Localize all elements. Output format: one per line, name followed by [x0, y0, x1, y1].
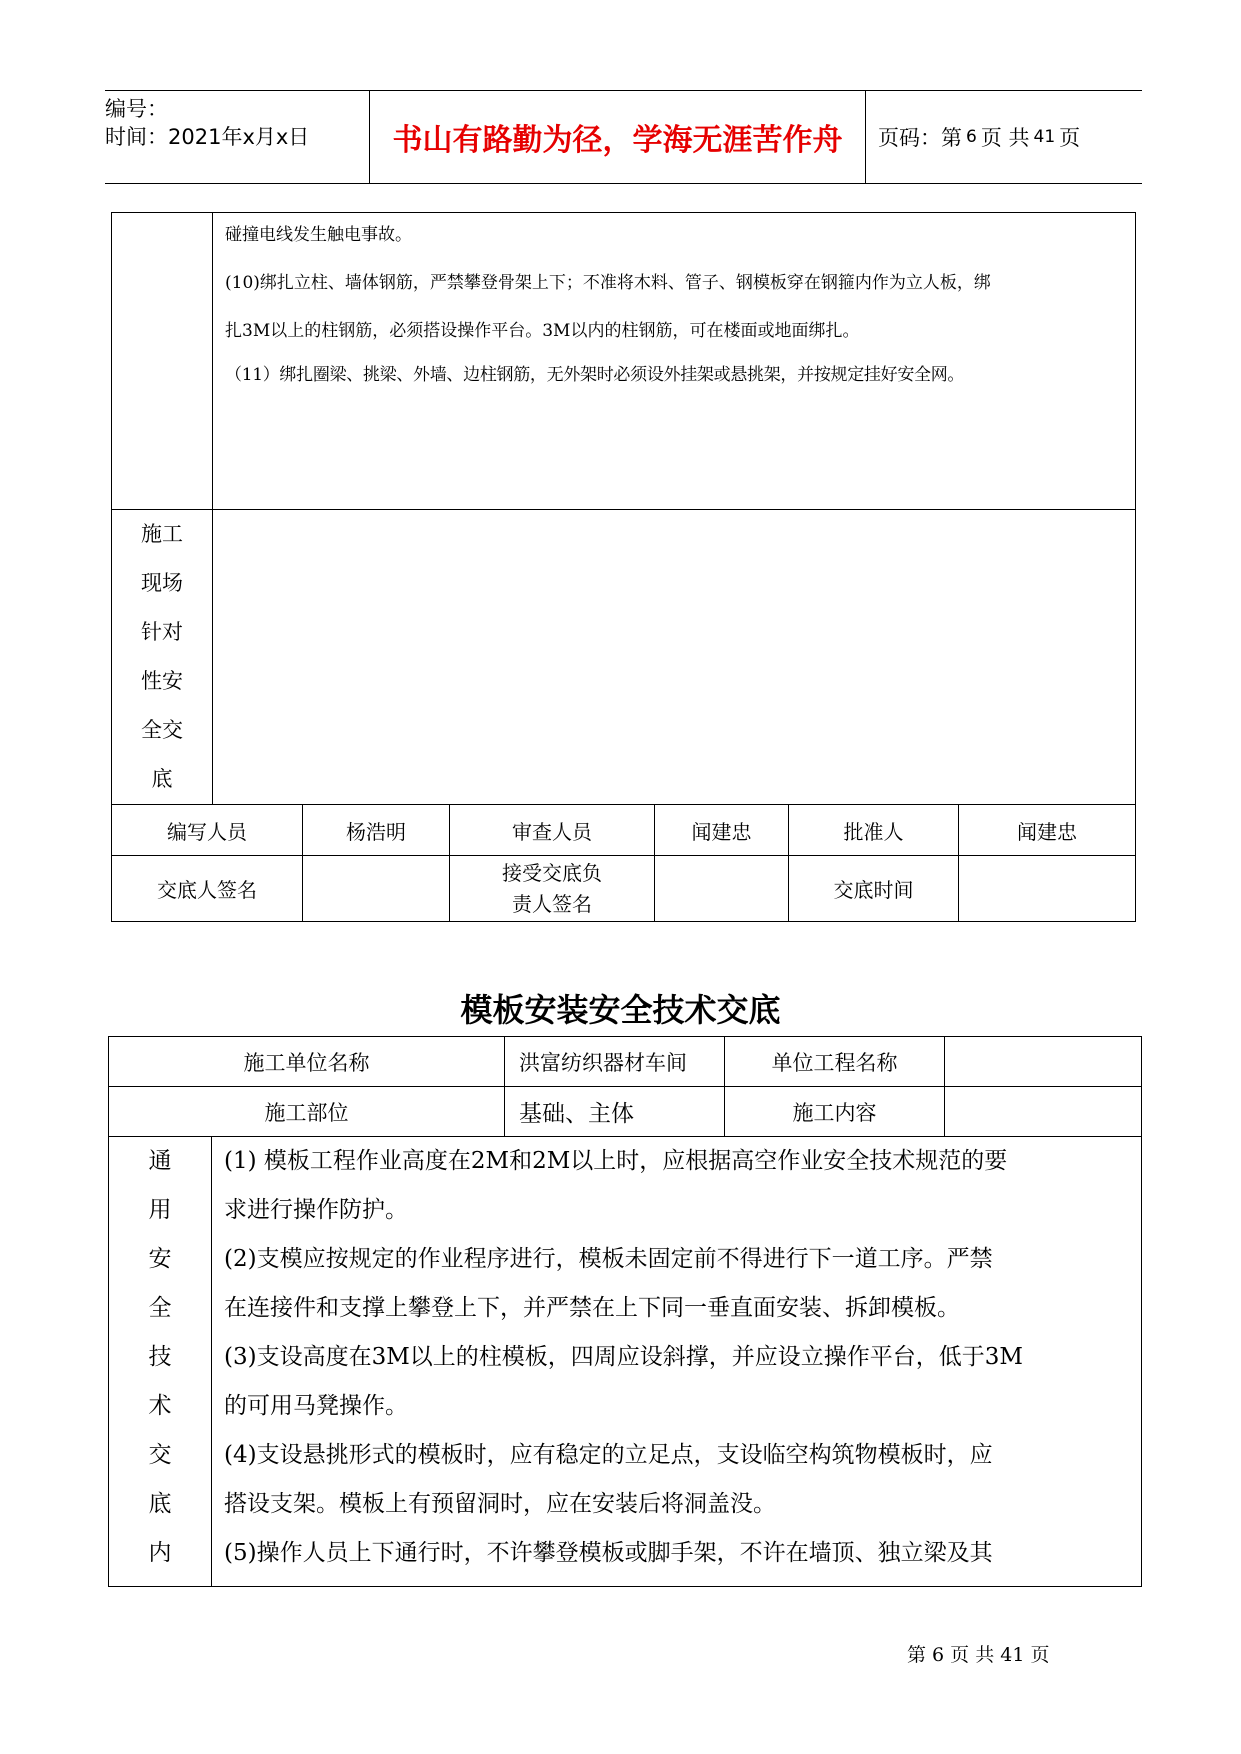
- safety-table-continued: [111, 212, 1136, 922]
- page-indicator: [878, 91, 1080, 183]
- unit-name-label: 施工单位名称: [109, 1037, 505, 1087]
- project-name-value: [945, 1037, 1142, 1087]
- label-line: 现场: [141, 571, 183, 595]
- receiver-signature[interactable]: [655, 856, 789, 922]
- approver-label: 批准人: [789, 805, 959, 856]
- receiver-label-line: 接受交底负: [502, 860, 602, 885]
- serial-label: 编号：: [105, 97, 168, 121]
- writer-label: 编写人员: [112, 805, 303, 856]
- content-line: 在连接件和支撑上攀登上下，并严禁在上下同一垂直面安装、拆卸模板。: [224, 1295, 960, 1321]
- content-line: 求进行操作防护。: [224, 1197, 408, 1223]
- content-line: 扎3M以上的柱钢筋，必须搭设操作平台。3M以内的柱钢筋，可在楼面或地面绑扎。: [225, 321, 860, 341]
- label-line: 施工: [141, 522, 183, 546]
- approver-name: 闻建忠: [959, 805, 1136, 856]
- page-total: 41: [1033, 127, 1056, 147]
- signer-signature[interactable]: [303, 856, 450, 922]
- label-line: 底: [151, 767, 173, 791]
- label-char: 安: [148, 1246, 172, 1272]
- writer-name: 杨浩明: [303, 805, 450, 856]
- blank-label-cell: [112, 213, 213, 510]
- content-line: 的可用马凳操作。: [224, 1393, 408, 1419]
- part-label: 施工部位: [109, 1087, 505, 1137]
- time-label: 交底时间: [789, 856, 959, 922]
- project-name-label: 单位工程名称: [725, 1037, 945, 1087]
- label-char: 通: [148, 1148, 172, 1174]
- content-line: (3)支设高度在3M以上的柱模板，四周应设斜撑，并应设立操作平台，低于3M: [224, 1344, 1023, 1370]
- content-value: [945, 1087, 1142, 1137]
- slogan: 书山有路勤为径，学海无涯苦作舟: [370, 91, 866, 183]
- label-char: 用: [148, 1197, 172, 1223]
- content-line: (10)绑扎立柱、墙体钢筋，严禁攀登骨架上下；不准将木料、管子、钢模板穿在钢箍内作为立人板，绑: [225, 273, 991, 293]
- site-safety-content: [213, 510, 1136, 805]
- reviewer-name: 闻建忠: [655, 805, 789, 856]
- receiver-label: [450, 856, 655, 922]
- signer-label: 交底人签名: [112, 856, 303, 922]
- receiver-label-line: 责人签名: [512, 891, 592, 916]
- content-cell: [213, 213, 1136, 510]
- page-end: 页: [1059, 126, 1081, 150]
- page-label: 页码：第: [878, 126, 962, 150]
- content-line: 搭设支架。模板上有预留洞时，应在安装后将洞盖没。: [224, 1491, 776, 1517]
- formwork-safety-table: [108, 1036, 1142, 1587]
- content-line: (4)支设悬挑形式的模板时，应有稳定的立足点，支设临空构筑物模板时，应: [224, 1442, 993, 1468]
- label-char: 交: [148, 1442, 172, 1468]
- page-title: 模板安装安全技术交底: [460, 991, 781, 1029]
- content-line: (2)支模应按规定的作业程序进行，模板未固定前不得进行下一道工序。严禁: [224, 1246, 993, 1272]
- label-char: 技: [148, 1344, 172, 1370]
- label-char: 全: [148, 1295, 172, 1321]
- label-char: 底: [148, 1491, 172, 1517]
- label-line: 全交: [141, 718, 183, 742]
- general-safety-content: [212, 1137, 1142, 1587]
- reviewer-label: 审查人员: [450, 805, 655, 856]
- label-line: 性安: [141, 669, 183, 693]
- page-footer: 第 6 页 共 41 页: [907, 1644, 1050, 1666]
- unit-name-value: 洪富纺织器材车间: [505, 1037, 725, 1087]
- content-line: (1) 模板工程作业高度在2M和2M以上时，应根据高空作业安全技术规范的要: [224, 1148, 1008, 1174]
- label-line: 针对: [141, 620, 183, 644]
- content-line: （11）绑扎圈梁、挑梁、外墙、边柱钢筋，无外架时必须设外挂架或悬挑架，并按规定挂好安全网。: [225, 365, 965, 385]
- label-char: 内: [148, 1540, 172, 1566]
- general-safety-label: [109, 1137, 212, 1587]
- part-value: 基础、主体: [505, 1087, 725, 1137]
- page-header: [105, 90, 1142, 184]
- time-value[interactable]: [959, 856, 1136, 922]
- site-safety-label: [112, 510, 213, 805]
- label-char: 术: [148, 1393, 172, 1419]
- content-line: (5)操作人员上下通行时，不许攀登模板或脚手架，不许在墙顶、独立梁及其: [224, 1540, 993, 1566]
- time-label: 时间：2021年x月x日: [105, 125, 310, 149]
- header-meta: [105, 91, 370, 183]
- content-label: 施工内容: [725, 1087, 945, 1137]
- content-line: 碰撞电线发生触电事故。: [225, 225, 412, 245]
- page-number: 6: [966, 127, 977, 147]
- page-mid: 页 共: [980, 126, 1030, 150]
